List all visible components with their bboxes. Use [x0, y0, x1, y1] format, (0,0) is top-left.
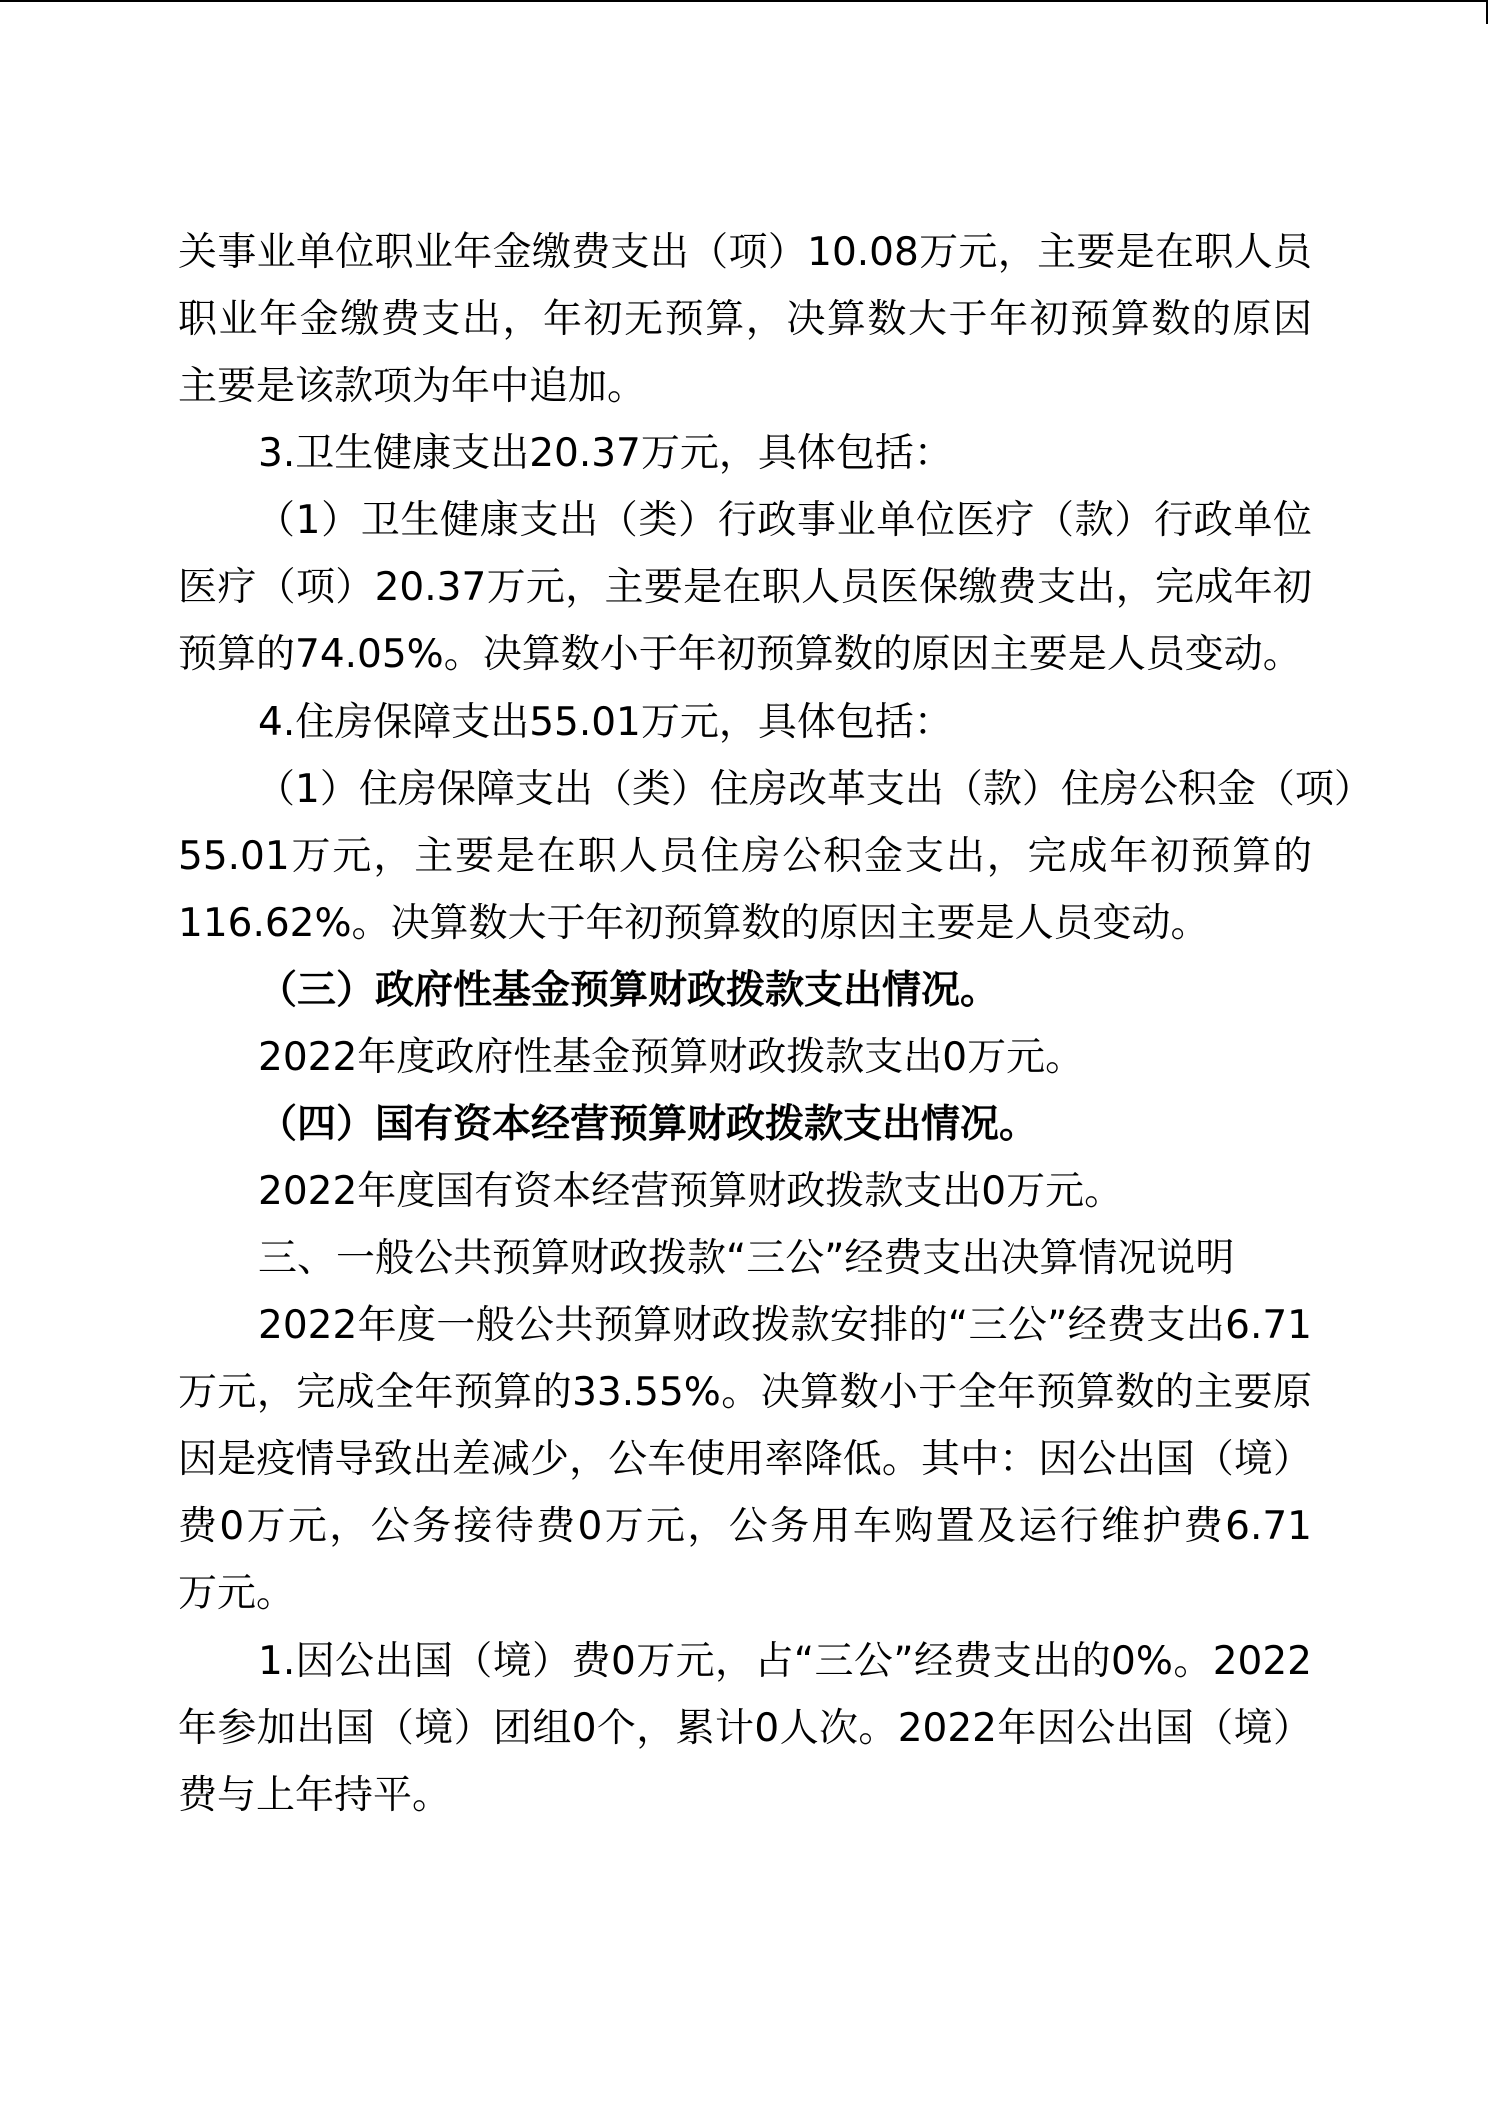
paragraph-line: （1）住房保障支出（类）住房改革支出（款）住房公积金（项） — [256, 767, 1373, 812]
paragraph-line: 2022年度一般公共预算财政拨款安排的“三公”经费支出6.71 — [258, 1303, 1312, 1348]
paragraph-line: 因是疫情导致出差减少，公车使用率降低。其中：因公出国（境） — [178, 1437, 1312, 1482]
paragraph-line: 年参加出国（境）团组0个，累计0人次。2022年因公出国（境） — [178, 1706, 1312, 1751]
paragraph-line: 医疗（项）20.37万元，主要是在职人员医保缴费支出，完成年初 — [178, 565, 1312, 610]
paragraph-line: 2022年度国有资本经营预算财政拨款支出0万元。 — [258, 1169, 1124, 1214]
paragraph-line: 预算的74.05%。决算数小于年初预算数的原因主要是人员变动。 — [178, 632, 1302, 677]
section-heading-health: 3.卫生健康支出20.37万元，具体包括： — [258, 431, 953, 476]
section-heading-state-capital: （四）国有资本经营预算财政拨款支出情况。 — [258, 1102, 1039, 1147]
paragraph-line: 万元，完成全年预算的33.55%。决算数小于全年预算数的主要原 — [178, 1370, 1312, 1415]
paragraph-line: 55.01万元，主要是在职人员住房公积金支出，完成年初预算的 — [178, 834, 1312, 879]
paragraph-line: 2022年度政府性基金预算财政拨款支出0万元。 — [258, 1035, 1085, 1080]
paragraph-line: （1）卫生健康支出（类）行政事业单位医疗（款）行政单位 — [256, 498, 1312, 543]
paragraph-line: 主要是该款项为年中追加。 — [178, 364, 647, 409]
paragraph-line: 费与上年持平。 — [178, 1773, 452, 1818]
paragraph-line: 关事业单位职业年金缴费支出（项）10.08万元，主要是在职人员 — [178, 230, 1312, 275]
paragraph-line: 费0万元，公务接待费0万元，公务用车购置及运行维护费6.71 — [178, 1504, 1312, 1549]
paragraph-line: 职业年金缴费支出，年初无预算，决算数大于年初预算数的原因 — [178, 297, 1312, 342]
paragraph-line: 1.因公出国（境）费0万元，占“三公”经费支出的0%。2022 — [258, 1639, 1312, 1684]
section-heading-housing: 4.住房保障支出55.01万元，具体包括： — [258, 700, 953, 745]
paragraph-line: 116.62%。决算数大于年初预算数的原因主要是人员变动。 — [178, 901, 1210, 946]
section-heading-government-fund: （三）政府性基金预算财政拨款支出情况。 — [258, 968, 1000, 1013]
paragraph-line: 万元。 — [178, 1571, 296, 1616]
section-heading-three-public: 三、一般公共预算财政拨款“三公”经费支出决算情况说明 — [258, 1236, 1235, 1281]
page-top-border — [0, 0, 1488, 2]
